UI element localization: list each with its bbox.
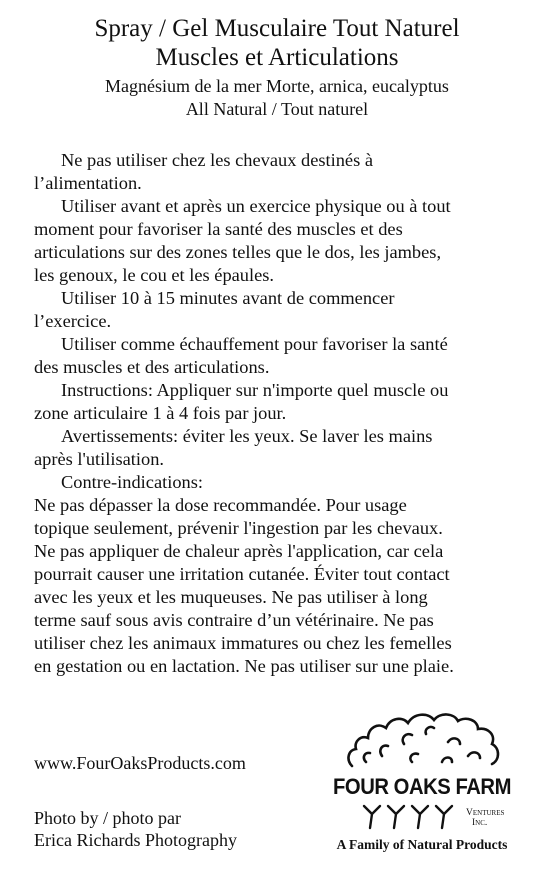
- body-line: Instructions: Appliquer sur n'importe quel muscle ou: [61, 380, 449, 400]
- body-line: Utiliser 10 à 15 minutes avant de commencer: [61, 288, 395, 308]
- label-title-line-2: Muscles et Articulations: [155, 44, 399, 71]
- label-subtitle-natural: All Natural / Tout naturel: [185, 99, 369, 119]
- body-line: utiliser chez les animaux immatures ou chez les femelles: [34, 633, 452, 653]
- body-line: zone articulaire 1 à 4 fois par jour.: [34, 403, 287, 423]
- logo-inc-text: Inc.: [472, 818, 488, 828]
- body-line: articulations sur des zones telles que le dos, les jambes,: [34, 242, 442, 262]
- body-line: pourrait causer une irritation cutanée. Éviter tout contact: [34, 564, 450, 584]
- body-line: les genoux, le cou et les épaules.: [34, 265, 275, 285]
- body-line: l’alimentation.: [34, 173, 142, 193]
- tree-roots-icon: [358, 800, 458, 830]
- body-line: Ne pas dépasser la dose recommandée. Pour usage: [34, 495, 407, 515]
- logo-ventures-text: Ventures: [466, 808, 505, 818]
- body-line: Ne pas appliquer de chaleur après l'application, car cela: [34, 541, 444, 561]
- website-url: www.FourOaksProducts.com: [34, 753, 246, 773]
- photo-credit: [34, 807, 237, 851]
- body-line: en gestation ou en lactation. Ne pas utiliser sur une plaie.: [34, 656, 454, 676]
- body-line: topique seulement, prévenir l'ingestion par les chevaux.: [34, 518, 443, 538]
- logo-tagline: A Family of Natural Products: [336, 837, 508, 852]
- body-line: avec les yeux et les muqueuses. Ne pas utiliser à long: [34, 587, 428, 607]
- body-line: Utiliser avant et après un exercice physique ou à tout: [61, 196, 451, 216]
- photo-credit-line-2: Erica Richards Photography: [34, 830, 237, 850]
- body-line: Ne pas utiliser chez les chevaux destinés à: [61, 150, 374, 170]
- body-line: moment pour favoriser la santé des muscles et des: [34, 219, 403, 239]
- photo-credit-line-1: Photo by / photo par: [34, 808, 181, 828]
- logo-ventures-inc: [466, 808, 504, 828]
- body-line: l’exercice.: [34, 311, 112, 331]
- four-oaks-farm-logo: [318, 704, 526, 854]
- label-subtitle-ingredients: Magnésium de la mer Morte, arnica, eucalyptus: [105, 76, 449, 96]
- body-line: après l'utilisation.: [34, 449, 164, 469]
- body-line: Utiliser comme échauffement pour favoriser la santé: [61, 334, 448, 354]
- oak-tree-icon: [346, 704, 506, 774]
- label-instructions-text: [34, 149, 534, 678]
- body-line: Avertissements: éviter les yeux. Se laver les mains: [61, 426, 433, 446]
- label-title-line-1: Spray / Gel Musculaire Tout Naturel: [94, 15, 460, 42]
- body-line: terme sauf sous avis contraire d’un vétérinaire. Ne pas: [34, 610, 434, 630]
- body-line: des muscles et des articulations.: [34, 357, 270, 377]
- body-line: Contre-indications:: [61, 472, 203, 492]
- logo-farm-name: FOUR OAKS FARM: [333, 774, 511, 799]
